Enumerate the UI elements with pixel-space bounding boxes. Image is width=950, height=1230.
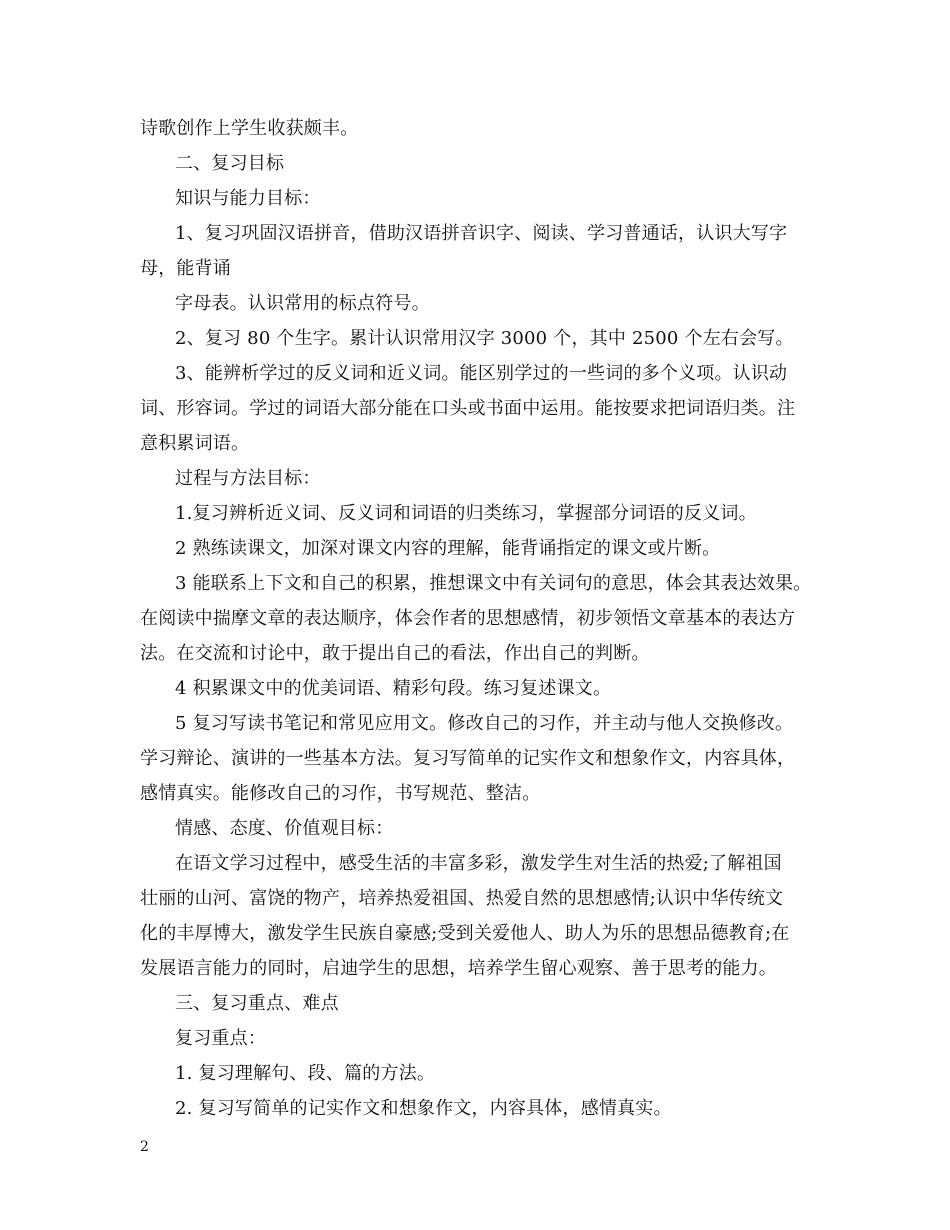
text-line: 词、形容词。学过的词语大部分能在口头或书面中运用。能按要求把词语归类。注: [140, 398, 796, 419]
text-line: 2 熟练读课文，加深对课文内容的理解，能背诵指定的课文或片断。: [175, 538, 721, 559]
subsection-heading: 知识与能力目标：: [175, 188, 321, 209]
section-heading: 三、复习重点、难点: [175, 993, 339, 1014]
text-line: 3 能联系上下文和自己的积累，推想课文中有关词句的意思，体会其表达效果。: [175, 573, 812, 594]
list-item: 1. 复习理解句、段、篇的方法。: [175, 1063, 436, 1084]
text-line: 感情真实。能修改自己的习作，书写规范、整洁。: [140, 783, 541, 804]
text-line: 4 积累课文中的优美词语、精彩句段。练习复述课文。: [175, 678, 612, 699]
text-line: 在阅读中揣摩文章的表达顺序，体会作者的思想感情，初步领悟文章基本的表达方: [140, 608, 796, 629]
text-line: 2、复习 80 个生字。累计认识常用汉字 3000 个，其中 2500 个左右会写。: [175, 328, 794, 349]
text-line: 发展语言能力的同时，启迪学生的思想，培养学生留心观察、善于思考的能力。: [140, 958, 777, 979]
text-line: 化的丰厚博大，激发学生民族自豪感;受到关爱他人、助人为乐的思想品德教育;在: [140, 923, 790, 944]
text-line: 1.复习辨析近义词、反义词和词语的归类练习，掌握部分词语的反义词。: [175, 503, 757, 524]
text-line: 1、复习巩固汉语拼音，借助汉语拼音识字、阅读、学习普通话，认识大写字: [175, 223, 788, 244]
list-item: 2. 复习写简单的记实作文和想象作文，内容具体，感情真实。: [175, 1098, 672, 1119]
subsection-heading: 复习重点：: [175, 1028, 266, 1049]
text-line: 意积累词语。: [140, 433, 250, 454]
text-line: 学习辩论、演讲的一些基本方法。复习写简单的记实作文和想象作文，内容具体，: [140, 748, 796, 769]
text-line: 法。在交流和讨论中，敢于提出自己的看法，作出自己的判断。: [140, 643, 650, 664]
subsection-heading: 过程与方法目标：: [175, 468, 321, 489]
text-line: 3、能辨析学过的反义词和近义词。能区别学过的一些词的多个义项。认识动: [175, 363, 788, 384]
page-number: 2: [140, 1139, 149, 1155]
text-line: 壮丽的山河、富饶的物产，培养热爱祖国、热爱自然的思想感情;认识中华传统文: [140, 888, 784, 909]
text-line: 字母表。认识常用的标点符号。: [175, 293, 430, 314]
text-line: 诗歌创作上学生收获颇丰。: [140, 118, 359, 139]
text-line: 5 复习写读书笔记和常见应用文。修改自己的习作，并主动与他人交换修改。: [175, 713, 794, 734]
text-line: 在语文学习过程中，感受生活的丰富多彩，激发学生对生活的热爱;了解祖国: [175, 853, 782, 874]
section-heading: 二、复习目标: [175, 153, 285, 174]
subsection-heading: 情感、态度、价值观目标：: [175, 818, 394, 839]
text-line: 母，能背诵: [140, 258, 231, 279]
